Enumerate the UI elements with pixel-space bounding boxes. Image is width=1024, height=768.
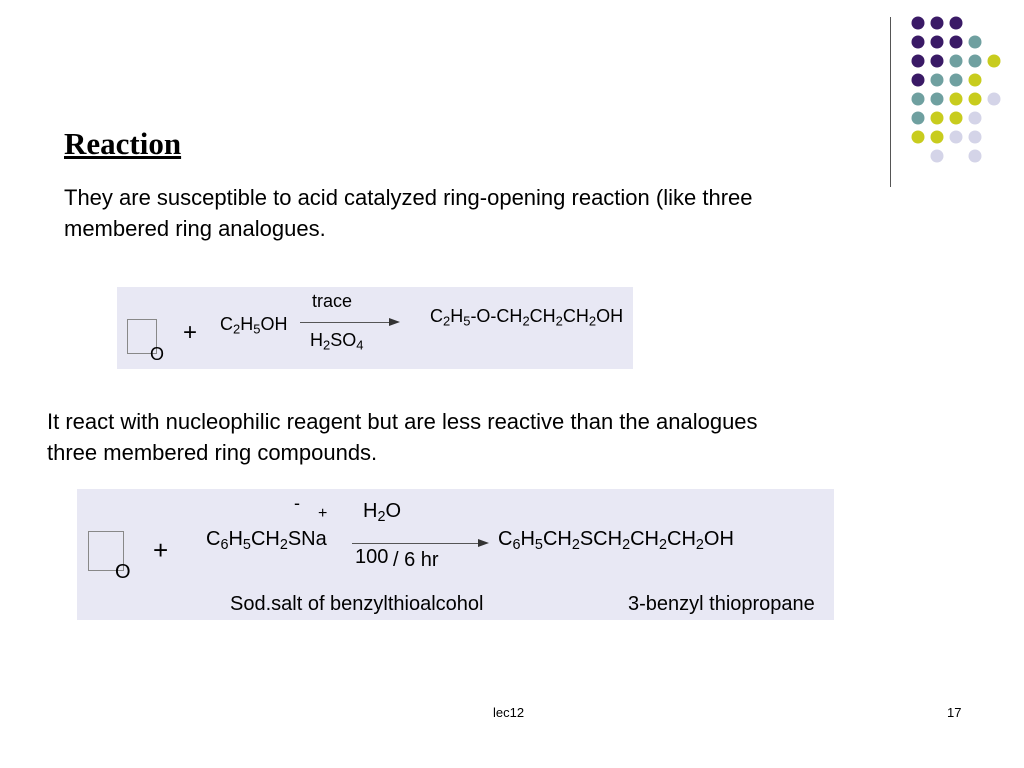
arrow-2-below-temp: 100 — [355, 546, 389, 568]
reaction-arrow-2-line — [352, 543, 478, 544]
charge-minus: - — [294, 493, 300, 513]
arrow-2-above-label: $H_2O$ — [363, 500, 402, 526]
decorative-dot — [931, 131, 944, 144]
decorative-dot — [912, 93, 925, 106]
plus-sign-1: + — [183, 319, 198, 346]
decorative-dot — [912, 17, 925, 30]
decorative-dot — [969, 93, 982, 106]
product-2: $C_6H_5CH_2SCH_2CH_2CH_2OH$ — [498, 528, 734, 554]
decorative-dot-grid — [900, 8, 1010, 168]
decorative-dot — [950, 131, 963, 144]
reaction-arrow-1-line — [300, 322, 389, 323]
decorative-dot — [969, 131, 982, 144]
decorative-dot — [988, 55, 1001, 68]
decorative-dot — [950, 112, 963, 125]
vertical-divider — [890, 17, 891, 187]
decorative-dot — [912, 131, 925, 144]
product-1: $C_2H_5-O-CH_2CH_2CH_2OH$ — [430, 306, 624, 329]
reagent-sodium-benzylthiolate: $C_6H_5CH_2SNa$ — [206, 528, 327, 554]
decorative-dot — [931, 55, 944, 68]
decorative-dot — [931, 150, 944, 163]
paragraph-nucleophilic: It react with nucleophilic reagent but are less reactive than the analogues three membered ring compounds. — [47, 409, 758, 465]
decorative-dot — [950, 55, 963, 68]
plus-sign-2: + — [153, 535, 169, 565]
ring-oxygen-2: O — [115, 561, 131, 583]
decorative-dot — [950, 36, 963, 49]
reaction-arrow-1-head — [389, 318, 400, 326]
decorative-dot — [969, 36, 982, 49]
decorative-dot — [988, 93, 1001, 106]
reagent-ethanol: $C_2H_5OH$ — [220, 314, 288, 337]
reaction-arrow-2-head — [478, 539, 489, 547]
arrow-1-above-label: trace — [312, 291, 353, 311]
decorative-dot — [969, 55, 982, 68]
decorative-dot — [931, 17, 944, 30]
product-2-name: 3-benzyl thiopropane — [628, 593, 815, 615]
decorative-dot — [931, 93, 944, 106]
decorative-dot — [969, 112, 982, 125]
page-number: 17 — [947, 705, 962, 720]
decorative-dot — [969, 74, 982, 87]
decorative-dot — [931, 36, 944, 49]
decorative-dot — [950, 74, 963, 87]
reagent-2-name: Sod.salt of benzylthioalcohol — [230, 593, 484, 615]
arrow-1-below-label: $H_2SO_4$ — [310, 330, 364, 353]
decorative-dot — [912, 112, 925, 125]
paragraph-acid-catalyzed: They are susceptible to acid catalyzed ring-opening reaction (like three membered ring analogues. — [64, 185, 753, 241]
footer-label: lec12 — [493, 705, 525, 720]
charge-plus: + — [318, 505, 328, 522]
decorative-dot — [931, 74, 944, 87]
decorative-dot — [950, 17, 963, 30]
decorative-dot — [912, 55, 925, 68]
slide-title: Reaction — [64, 126, 182, 161]
decorative-dot — [931, 112, 944, 125]
decorative-dot — [912, 74, 925, 87]
arrow-2-below-time: / 6 hr — [393, 549, 439, 571]
decorative-dot — [912, 36, 925, 49]
decorative-dot — [969, 150, 982, 163]
decorative-dot — [950, 93, 963, 106]
ring-oxygen-1: O — [150, 344, 165, 364]
